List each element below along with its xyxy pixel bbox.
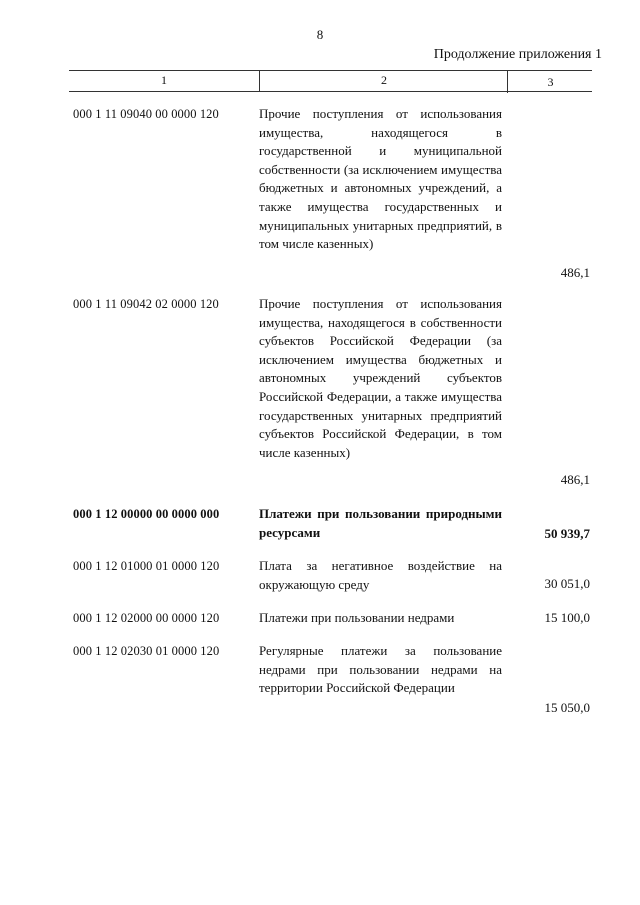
row-description: Прочие поступления от использования имущества, находящегося в собственности субъектов Российской Федерации (за исключением имущества бюджетных и автономных учреждений субъектов Российской Федерации, а также имущества государственных унитарных предприятий субъектов Российской Федерации, в том числе казенных)	[259, 296, 502, 460]
row-code: 000 1 12 02000 00 0000 120	[73, 611, 220, 625]
row-value: 486,1	[560, 472, 590, 487]
column-header-2: 2	[259, 71, 508, 91]
table-row	[73, 295, 593, 490]
row-value: 486,1	[560, 265, 590, 280]
row-description: Платежи при пользовании недрами	[259, 610, 455, 625]
page-number: 8	[316, 27, 324, 42]
row-value: 15 100,0	[544, 610, 590, 625]
row-value: 50 939,7	[544, 526, 590, 541]
table-row	[73, 105, 593, 285]
row-code: 000 1 12 01000 01 0000 120	[73, 559, 220, 573]
row-code: 000 1 11 09040 00 0000 120	[73, 107, 219, 121]
column-header-3: 3	[507, 71, 593, 93]
row-value: 15 050,0	[544, 700, 590, 715]
row-description: Платежи при пользовании природными ресурсами	[259, 506, 502, 540]
row-description: Регулярные платежи за пользование недрами при пользовании недрами на территории Российской Федерации	[259, 643, 502, 696]
row-description: Прочие поступления от использования имущества, находящегося в государственной и муниципальной собственности (за исключением имущества бюджетных и автономных учреждений, а также имущества государственных и муниципальных унитарных предприятий, в том числе казенных)	[259, 106, 502, 252]
continuation-label: Продолжение приложения 1	[433, 47, 602, 62]
table-row	[73, 609, 593, 629]
row-code: 000 1 12 02030 01 0000 120	[73, 644, 220, 658]
table-row	[73, 642, 593, 722]
row-description: Плата за негативное воздействие на окружающую среду	[259, 558, 502, 592]
table-header	[69, 70, 592, 92]
table-row	[73, 557, 593, 597]
row-code: 000 1 12 00000 00 0000 000	[73, 507, 220, 521]
column-header-1: 1	[161, 73, 167, 87]
table-row	[73, 505, 593, 545]
row-value: 30 051,0	[544, 576, 590, 591]
row-code: 000 1 11 09042 02 0000 120	[73, 297, 219, 311]
